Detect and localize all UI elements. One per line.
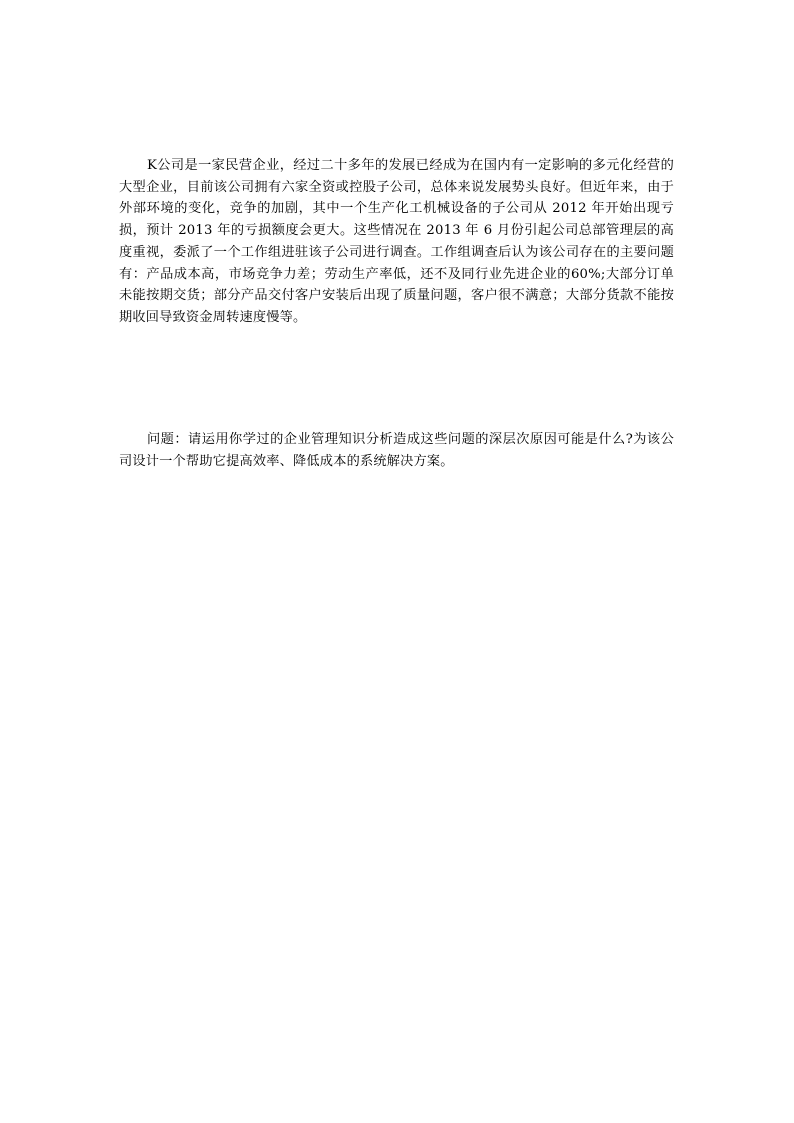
case-description-paragraph: K公司是一家民营企业，经过二十多年的发展已经成为在国内有一定影响的多元化经营的大型企业，目前该公司拥有六家全资或控股子公司，总体来说发展势头良好。但近年来，由于外部环境的变化，竞争的加剧，其中一个生产化工机械设备的子公司从 2012 年开始出现亏损，预计 2013 年的亏损额度会更大。这些情况在 2013 年 6 月份引起公司总部管理层的高度重视，委派了一个工作组进驻该子公司进行调查。工作组调查后认为该公司存在的主要问题有：产品成本高，市场竞争力差；劳动生产率低，还不及同行业先进企业的60%;大部分订单未能按期交货；部分产品交付客户安装后出现了质量问题，客户很不满意；大部分货款不能按期收回导致资金周转速度慢等。 — [119, 158, 674, 325]
question-paragraph: 问题：请运用你学过的企业管理知识分析造成这些问题的深层次原因可能是什么?为该公司设计一个帮助它提高效率、降低成本的系统解决方案。 — [119, 432, 674, 469]
